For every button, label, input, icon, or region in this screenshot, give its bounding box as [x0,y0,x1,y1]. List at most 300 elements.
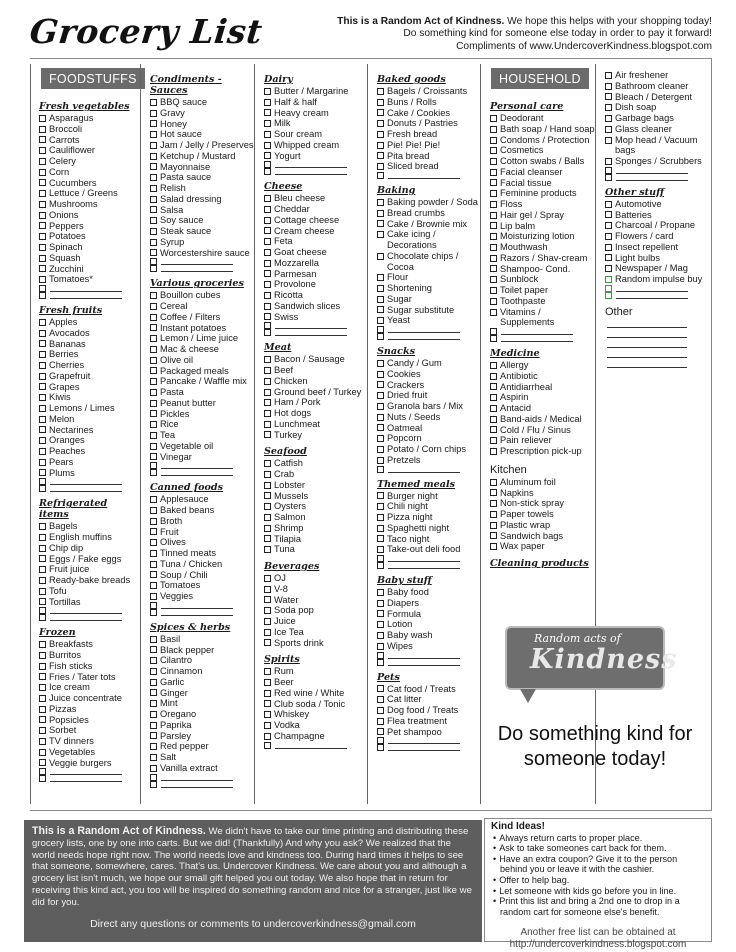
checkbox[interactable] [264,431,271,438]
checkbox[interactable] [39,330,46,337]
checkbox[interactable] [605,93,612,100]
list-item[interactable] [490,135,595,146]
blank-item[interactable] [605,292,711,299]
list-item[interactable] [264,226,367,237]
checkbox[interactable] [264,303,271,310]
checkbox[interactable] [377,414,384,421]
blank-item[interactable] [377,562,480,569]
checkbox[interactable] [264,711,271,718]
list-item[interactable] [39,521,140,532]
write-in-line[interactable] [50,298,122,299]
blank-item[interactable] [377,172,480,179]
list-item[interactable] [39,682,140,693]
checkbox[interactable] [264,389,271,396]
write-in-line[interactable] [50,484,122,485]
list-item[interactable] [490,403,595,414]
list-item[interactable] [39,586,140,597]
list-item[interactable] [39,693,140,704]
list-item[interactable] [264,605,367,616]
checkbox[interactable] [150,357,157,364]
list-item[interactable] [150,97,254,108]
checkbox[interactable] [39,588,46,595]
list-item[interactable] [377,694,480,705]
list-item[interactable] [377,251,480,273]
list-item[interactable] [150,419,254,430]
list-item[interactable] [490,446,595,457]
checkbox[interactable] [39,738,46,745]
checkbox[interactable] [39,727,46,734]
blank-item[interactable] [264,161,367,168]
list-item[interactable] [150,248,254,259]
list-item[interactable] [150,666,254,677]
list-item[interactable] [605,113,711,124]
list-item[interactable] [39,736,140,747]
blank-item[interactable] [150,609,254,616]
blank-item[interactable] [377,659,480,666]
checkbox[interactable] [150,163,157,170]
checkbox[interactable] [264,535,271,542]
checkbox[interactable] [605,276,612,283]
write-in-line[interactable] [616,291,688,292]
checkbox[interactable] [377,109,384,116]
checkbox[interactable] [377,172,384,179]
checkbox[interactable] [264,281,271,288]
list-item[interactable] [605,220,711,231]
checkbox[interactable] [264,238,271,245]
checkbox[interactable] [490,276,497,283]
checkbox[interactable] [150,228,157,235]
checkbox[interactable] [150,646,157,653]
list-item[interactable] [150,119,254,130]
checkbox[interactable] [377,718,384,725]
checkbox[interactable] [490,137,497,144]
list-item[interactable] [264,290,367,301]
list-item[interactable] [377,716,480,727]
checkbox[interactable] [377,457,384,464]
blank-item[interactable] [490,335,595,342]
checkbox[interactable] [605,83,612,90]
checkbox[interactable] [39,706,46,713]
blank-item[interactable] [264,322,367,329]
checkbox[interactable] [39,566,46,573]
checkbox[interactable] [264,322,271,329]
write-in-line[interactable] [388,178,460,179]
checkbox[interactable] [264,618,271,625]
list-item[interactable] [377,684,480,695]
list-item[interactable] [377,283,480,294]
list-item[interactable] [377,118,480,129]
list-item[interactable] [39,253,140,264]
list-item[interactable] [39,597,140,608]
write-in-line[interactable] [50,620,122,621]
list-item[interactable] [150,301,254,312]
checkbox[interactable] [150,700,157,707]
list-item[interactable] [490,425,595,436]
list-item[interactable] [264,376,367,387]
checkbox[interactable] [39,212,46,219]
checkbox[interactable] [150,593,157,600]
write-in-line[interactable] [275,174,347,175]
checkbox[interactable] [377,199,384,206]
checkbox[interactable] [264,639,271,646]
list-item[interactable] [377,534,480,545]
list-item[interactable] [39,210,140,221]
list-item[interactable] [150,151,254,162]
checkbox[interactable] [490,511,497,518]
list-item[interactable] [264,430,367,441]
checkbox[interactable] [264,227,271,234]
list-item[interactable] [150,162,254,173]
list-item[interactable] [377,305,480,316]
list-item[interactable] [377,444,480,455]
checkbox[interactable] [264,492,271,499]
checkbox[interactable] [39,190,46,197]
blank-item[interactable] [150,469,254,476]
checkbox[interactable] [377,659,384,666]
checkbox[interactable] [39,577,46,584]
checkbox[interactable] [264,195,271,202]
checkbox[interactable] [39,276,46,283]
checkbox[interactable] [490,158,497,165]
checkbox[interactable] [377,296,384,303]
list-item[interactable] [490,498,595,509]
list-item[interactable] [39,371,140,382]
blank-item[interactable] [605,285,711,292]
blank-item[interactable] [150,781,254,788]
checkbox[interactable] [490,222,497,229]
checkbox[interactable] [150,258,157,265]
list-item[interactable] [39,178,140,189]
list-item[interactable] [377,358,480,369]
checkbox[interactable] [264,329,271,336]
checkbox[interactable] [39,663,46,670]
list-item[interactable] [150,559,254,570]
list-item[interactable] [605,124,711,135]
list-item[interactable] [605,274,711,285]
list-item[interactable] [39,317,140,328]
list-item[interactable] [490,242,595,253]
checkbox[interactable] [490,287,497,294]
checkbox[interactable] [377,435,384,442]
list-item[interactable] [490,392,595,403]
checkbox[interactable] [150,711,157,718]
list-item[interactable] [150,409,254,420]
checkbox[interactable] [605,211,612,218]
checkbox[interactable] [377,285,384,292]
checkbox[interactable] [150,206,157,213]
checkbox[interactable] [39,115,46,122]
list-item[interactable] [264,627,367,638]
list-item[interactable] [377,630,480,641]
checkbox[interactable] [39,598,46,605]
list-item[interactable] [39,113,140,124]
checkbox[interactable] [264,367,271,374]
checkbox[interactable] [150,142,157,149]
checkbox[interactable] [264,629,271,636]
write-in-line[interactable] [607,357,687,358]
checkbox[interactable] [377,392,384,399]
checkbox[interactable] [490,126,497,133]
checkbox[interactable] [490,426,497,433]
list-item[interactable] [39,564,140,575]
list-item[interactable] [605,253,711,264]
checkbox[interactable] [377,525,384,532]
write-in-line[interactable] [275,328,347,329]
list-item[interactable] [605,263,711,274]
list-item[interactable] [264,279,367,290]
checkbox[interactable] [490,394,497,401]
list-item[interactable] [39,231,140,242]
list-item[interactable] [264,269,367,280]
checkbox[interactable] [377,610,384,617]
list-item[interactable] [264,512,367,523]
checkbox[interactable] [150,324,157,331]
checkbox[interactable] [605,126,612,133]
checkbox[interactable] [39,534,46,541]
list-item[interactable] [264,688,367,699]
list-item[interactable] [377,108,480,119]
checkbox[interactable] [377,492,384,499]
checkbox[interactable] [39,255,46,262]
list-item[interactable] [377,272,480,283]
checkbox[interactable] [264,546,271,553]
list-item[interactable] [39,221,140,232]
list-item[interactable] [377,512,480,523]
list-item[interactable] [264,731,367,742]
list-item[interactable] [150,763,254,774]
checkbox[interactable] [39,285,46,292]
checkbox[interactable] [150,636,157,643]
list-item[interactable] [39,747,140,758]
checkbox[interactable] [150,602,157,609]
checkbox[interactable] [150,265,157,272]
list-item[interactable] [39,661,140,672]
list-item[interactable] [150,333,254,344]
list-item[interactable] [264,458,367,469]
checkbox[interactable] [150,453,157,460]
list-item[interactable] [39,575,140,586]
list-item[interactable] [490,371,595,382]
list-item[interactable] [150,591,254,602]
checkbox[interactable] [39,684,46,691]
write-in-line[interactable] [616,298,688,299]
checkbox[interactable] [264,152,271,159]
checkbox[interactable] [490,190,497,197]
checkbox[interactable] [150,110,157,117]
checkbox[interactable] [264,292,271,299]
list-item[interactable] [150,570,254,581]
list-item[interactable] [150,645,254,656]
checkbox[interactable] [39,759,46,766]
list-item[interactable] [264,469,367,480]
list-item[interactable] [39,360,140,371]
checkbox[interactable] [150,507,157,514]
checkbox[interactable] [39,233,46,240]
list-item[interactable] [264,312,367,323]
list-item[interactable] [150,688,254,699]
checkbox[interactable] [490,212,497,219]
checkbox[interactable] [377,589,384,596]
checkbox[interactable] [150,657,157,664]
checkbox[interactable] [39,523,46,530]
write-in-line[interactable] [275,167,347,168]
checkbox[interactable] [264,249,271,256]
checkbox[interactable] [150,303,157,310]
list-item[interactable] [377,294,480,305]
list-item[interactable] [264,491,367,502]
list-item[interactable] [605,199,711,210]
list-item[interactable] [150,516,254,527]
checkbox[interactable] [150,378,157,385]
list-item[interactable] [377,97,480,108]
checkbox[interactable] [605,222,612,229]
checkbox[interactable] [377,546,384,553]
checkbox[interactable] [150,335,157,342]
blank-item[interactable] [377,466,480,473]
write-in-line[interactable] [616,180,688,181]
write-in-line[interactable] [161,475,233,476]
checkbox[interactable] [377,317,384,324]
list-item[interactable] [39,274,140,285]
list-item[interactable] [377,609,480,620]
list-item[interactable] [39,403,140,414]
list-item[interactable] [150,183,254,194]
blank-item[interactable] [150,462,254,469]
checkbox[interactable] [39,351,46,358]
checkbox[interactable] [150,314,157,321]
checkbox[interactable] [490,179,497,186]
blank-item[interactable] [377,333,480,340]
blank-item[interactable] [605,167,711,174]
checkbox[interactable] [377,737,384,744]
write-in-line[interactable] [161,264,233,265]
blank-item[interactable] [39,292,140,299]
checkbox[interactable] [39,201,46,208]
list-item[interactable] [490,210,595,221]
checkbox[interactable] [490,448,497,455]
list-item[interactable] [264,616,367,627]
list-item[interactable] [377,129,480,140]
list-item[interactable] [39,704,140,715]
list-item[interactable] [150,312,254,323]
checkbox[interactable] [377,403,384,410]
list-item[interactable] [39,167,140,178]
checkbox[interactable] [490,383,497,390]
checkbox[interactable] [39,695,46,702]
checkbox[interactable] [490,373,497,380]
write-in-line[interactable] [50,491,122,492]
checkbox[interactable] [150,765,157,772]
checkbox[interactable] [605,233,612,240]
list-item[interactable] [264,573,367,584]
checkbox[interactable] [150,196,157,203]
blank-item[interactable] [377,326,480,333]
checkbox[interactable] [39,437,46,444]
checkbox[interactable] [377,120,384,127]
list-item[interactable] [150,527,254,538]
checkbox[interactable] [150,518,157,525]
write-in-line[interactable] [388,568,460,569]
list-item[interactable] [264,215,367,226]
list-item[interactable] [39,543,140,554]
list-item[interactable] [264,720,367,731]
write-in-line[interactable] [388,561,460,562]
checkbox[interactable] [377,514,384,521]
checkbox[interactable] [150,389,157,396]
checkbox[interactable] [490,328,497,335]
checkbox[interactable] [150,174,157,181]
list-item[interactable] [490,360,595,371]
list-item[interactable] [605,210,711,221]
checkbox[interactable] [39,373,46,380]
checkbox[interactable] [264,460,271,467]
write-in-line[interactable] [50,291,122,292]
list-item[interactable] [605,81,711,92]
list-item[interactable] [39,414,140,425]
checkbox[interactable] [490,255,497,262]
checkbox[interactable] [605,167,612,174]
list-item[interactable] [377,544,480,555]
checkbox[interactable] [490,543,497,550]
checkbox[interactable] [264,575,271,582]
checkbox[interactable] [39,426,46,433]
list-item[interactable] [150,698,254,709]
checkbox[interactable] [150,131,157,138]
list-item[interactable] [377,491,480,502]
checkbox[interactable] [39,405,46,412]
checkbox[interactable] [490,489,497,496]
write-in-line[interactable] [388,750,460,751]
checkbox[interactable] [490,147,497,154]
list-item[interactable] [490,221,595,232]
write-in-line[interactable] [388,339,460,340]
checkbox[interactable] [377,621,384,628]
list-item[interactable] [377,86,480,97]
checkbox[interactable] [490,309,497,316]
checkbox[interactable] [264,733,271,740]
write-in-line[interactable] [161,271,233,272]
list-item[interactable] [264,709,367,720]
blank-item[interactable] [39,478,140,485]
blank-item[interactable] [150,265,254,272]
checkbox[interactable] [377,381,384,388]
checkbox[interactable] [605,292,612,299]
checkbox[interactable] [39,448,46,455]
checkbox[interactable] [39,126,46,133]
checkbox[interactable] [39,362,46,369]
list-item[interactable] [39,554,140,565]
list-item[interactable] [150,709,254,720]
checkbox[interactable] [264,217,271,224]
checkbox[interactable] [377,142,384,149]
list-item[interactable] [39,425,140,436]
write-in-line[interactable] [161,615,233,616]
checkbox[interactable] [39,614,46,621]
list-item[interactable] [264,638,367,649]
checkbox[interactable] [264,142,271,149]
list-item[interactable] [150,215,254,226]
list-item[interactable] [264,595,367,606]
list-item[interactable] [377,197,480,208]
list-item[interactable] [150,290,254,301]
checkbox[interactable] [150,469,157,476]
list-item[interactable] [39,650,140,661]
list-item[interactable] [264,408,367,419]
list-item[interactable] [490,509,595,520]
list-item[interactable] [377,455,480,466]
write-in-line[interactable] [161,787,233,788]
checkbox[interactable] [150,550,157,557]
